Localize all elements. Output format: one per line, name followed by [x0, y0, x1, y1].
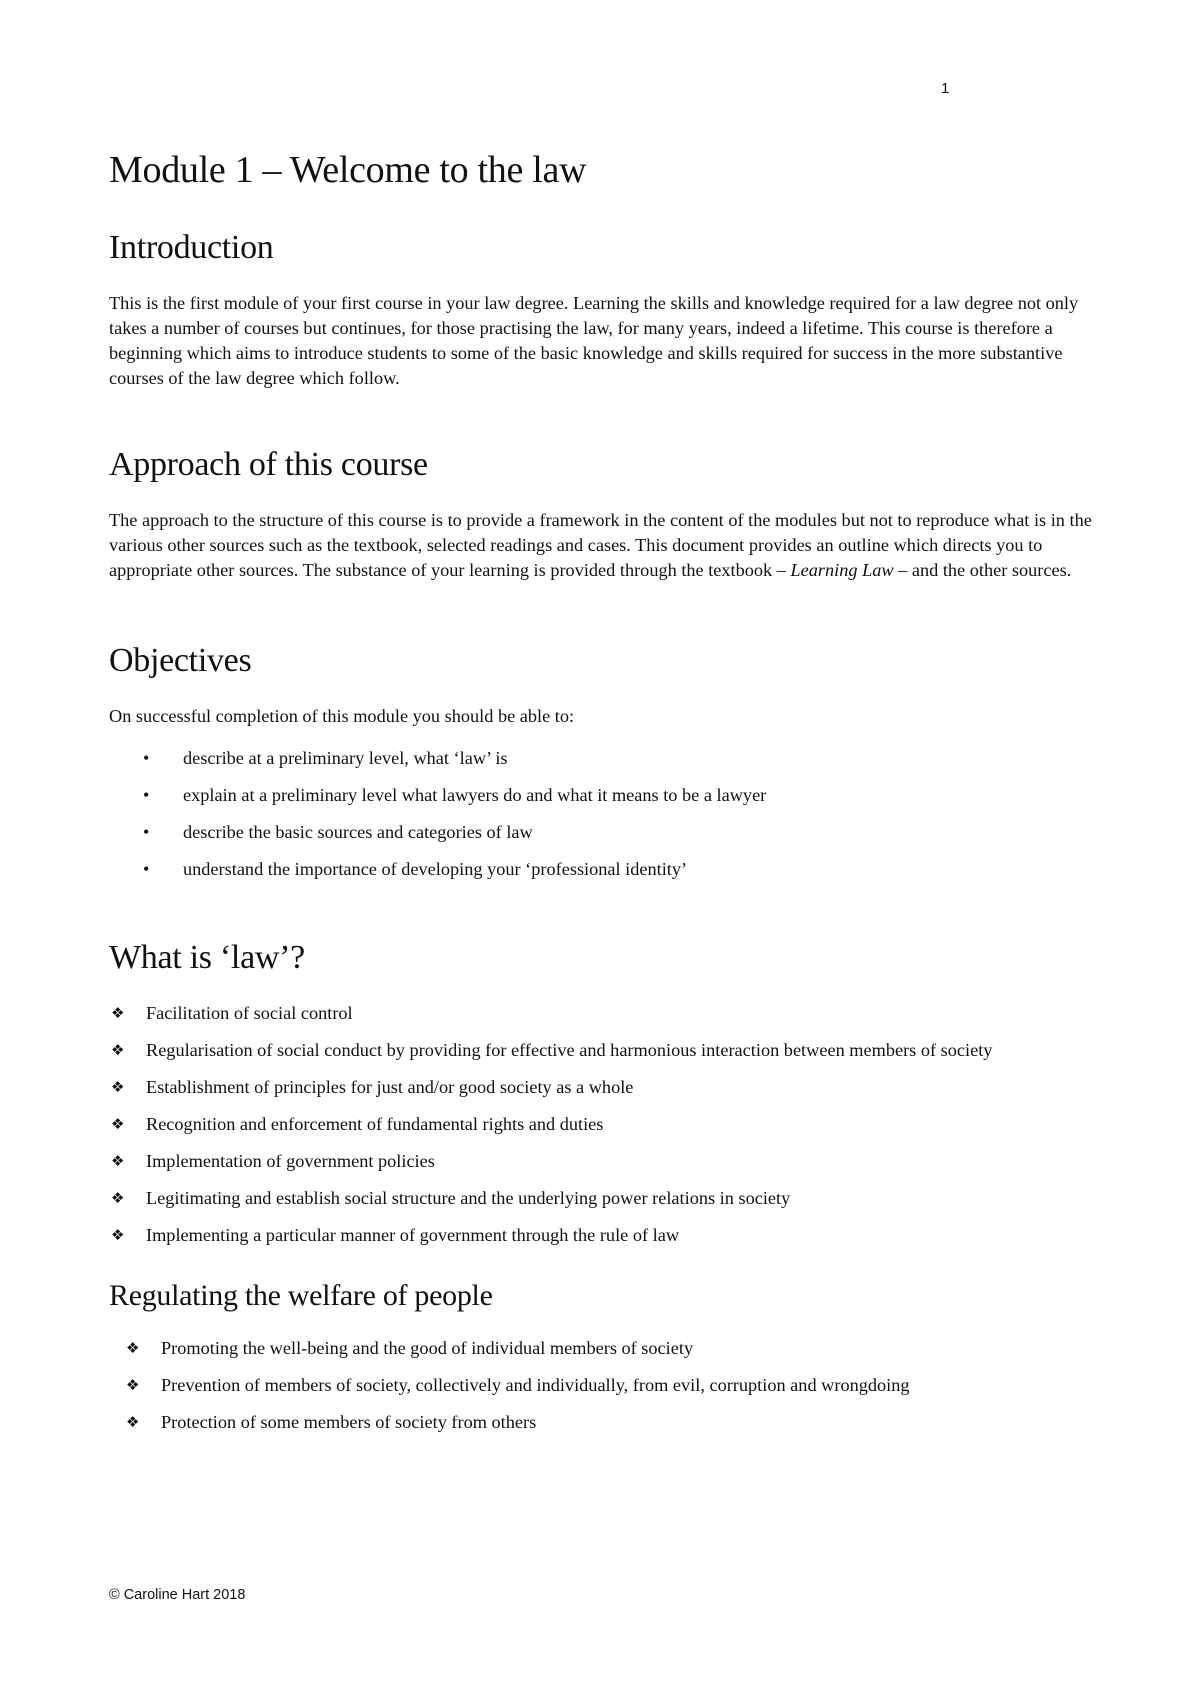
- law-item: [109, 1186, 1099, 1211]
- objective-text: describe at a preliminary level, what ‘law’ is: [183, 748, 508, 768]
- objective-text: understand the importance of developing your ‘professional identity’: [183, 859, 688, 879]
- law-item: [109, 1038, 1099, 1063]
- welfare-item: [109, 1336, 1099, 1361]
- module-title: Module 1 – Welcome to the law: [109, 149, 587, 191]
- objective-item: [109, 820, 1099, 845]
- welfare-item-text: Protection of some members of society from others: [161, 1412, 537, 1432]
- objectives-heading: Objectives: [109, 642, 252, 679]
- law-item-text: Facilitation of social control: [146, 1003, 353, 1023]
- law-item: [109, 1075, 1099, 1100]
- four-diamond-bullet-icon: ❖: [111, 1041, 125, 1059]
- objectives-list: [109, 746, 1099, 882]
- four-diamond-bullet-icon: ❖: [111, 1078, 125, 1096]
- approach-text-end: – and the other sources.: [893, 560, 1072, 580]
- four-diamond-bullet-icon: ❖: [126, 1376, 140, 1394]
- approach-text-start: The approach to the structure of this course is to provide a framework in the content of the modules but not to reproduce what is in the various other sources such as the textbook, selected readings and cases. This document provides an outline which directs you to appropriate other sources. The substance of your learning is provided through the textbook –: [109, 510, 1092, 580]
- regulating-welfare-list: [109, 1336, 1099, 1435]
- four-diamond-bullet-icon: ❖: [111, 1115, 125, 1133]
- four-diamond-bullet-icon: ❖: [111, 1152, 125, 1170]
- textbook-title: Learning Law: [790, 560, 894, 580]
- bullet-dot-icon: •: [143, 859, 150, 879]
- four-diamond-bullet-icon: ❖: [126, 1413, 140, 1431]
- what-is-law-heading: What is ‘law’?: [109, 939, 305, 976]
- objective-text: describe the basic sources and categories of law: [183, 822, 533, 842]
- law-item-text: Legitimating and establish social structure and the underlying power relations in society: [146, 1188, 791, 1208]
- introduction-paragraph: This is the first module of your first course in your law degree. Learning the skills and knowledge required for a law degree not only takes a number of courses but continues, for those practising the law, for many years, indeed a lifetime. This course is therefore a beginning which aims to introduce students to some of the basic knowledge and skills required for success in the more substantive courses of the law degree which follow.: [109, 293, 1079, 388]
- bullet-dot-icon: •: [143, 822, 150, 842]
- law-item: [109, 1001, 1099, 1026]
- welfare-item: [109, 1410, 1099, 1435]
- law-item: [109, 1112, 1099, 1137]
- four-diamond-bullet-icon: ❖: [111, 1189, 125, 1207]
- bullet-dot-icon: •: [143, 785, 150, 805]
- welfare-item: [109, 1373, 1099, 1398]
- law-item-text: Regularisation of social conduct by providing for effective and harmonious interaction between members of society: [146, 1040, 993, 1060]
- what-is-law-list: [109, 1001, 1099, 1248]
- law-item-text: Establishment of principles for just and/or good society as a whole: [146, 1077, 634, 1097]
- welfare-item-text: Promoting the well-being and the good of individual members of society: [161, 1338, 694, 1358]
- four-diamond-bullet-icon: ❖: [126, 1339, 140, 1357]
- four-diamond-bullet-icon: ❖: [111, 1226, 125, 1244]
- objective-item: [109, 783, 1099, 808]
- welfare-item-text: Prevention of members of society, collectively and individually, from evil, corruption and wrongdoing: [161, 1375, 910, 1395]
- objective-text: explain at a preliminary level what lawyers do and what it means to be a lawyer: [183, 785, 767, 805]
- copyright-footer: © Caroline Hart 2018: [109, 1587, 246, 1603]
- law-item-text: Implementation of government policies: [146, 1151, 435, 1171]
- approach-heading: Approach of this course: [109, 446, 428, 483]
- objective-item: [109, 746, 1099, 771]
- bullet-dot-icon: •: [143, 748, 150, 768]
- law-item: [109, 1223, 1099, 1248]
- four-diamond-bullet-icon: ❖: [111, 1004, 125, 1022]
- objectives-lead: On successful completion of this module you should be able to:: [109, 706, 575, 726]
- introduction-heading: Introduction: [109, 229, 274, 266]
- objective-item: [109, 857, 1099, 882]
- document-body: [109, 148, 1099, 1465]
- law-item-text: Recognition and enforcement of fundamental rights and duties: [146, 1114, 604, 1134]
- approach-paragraph: [109, 508, 1099, 583]
- regulating-welfare-heading: Regulating the welfare of people: [109, 1279, 493, 1312]
- law-item-text: Implementing a particular manner of government through the rule of law: [146, 1225, 680, 1245]
- page-number: 1: [941, 80, 950, 97]
- law-item: [109, 1149, 1099, 1174]
